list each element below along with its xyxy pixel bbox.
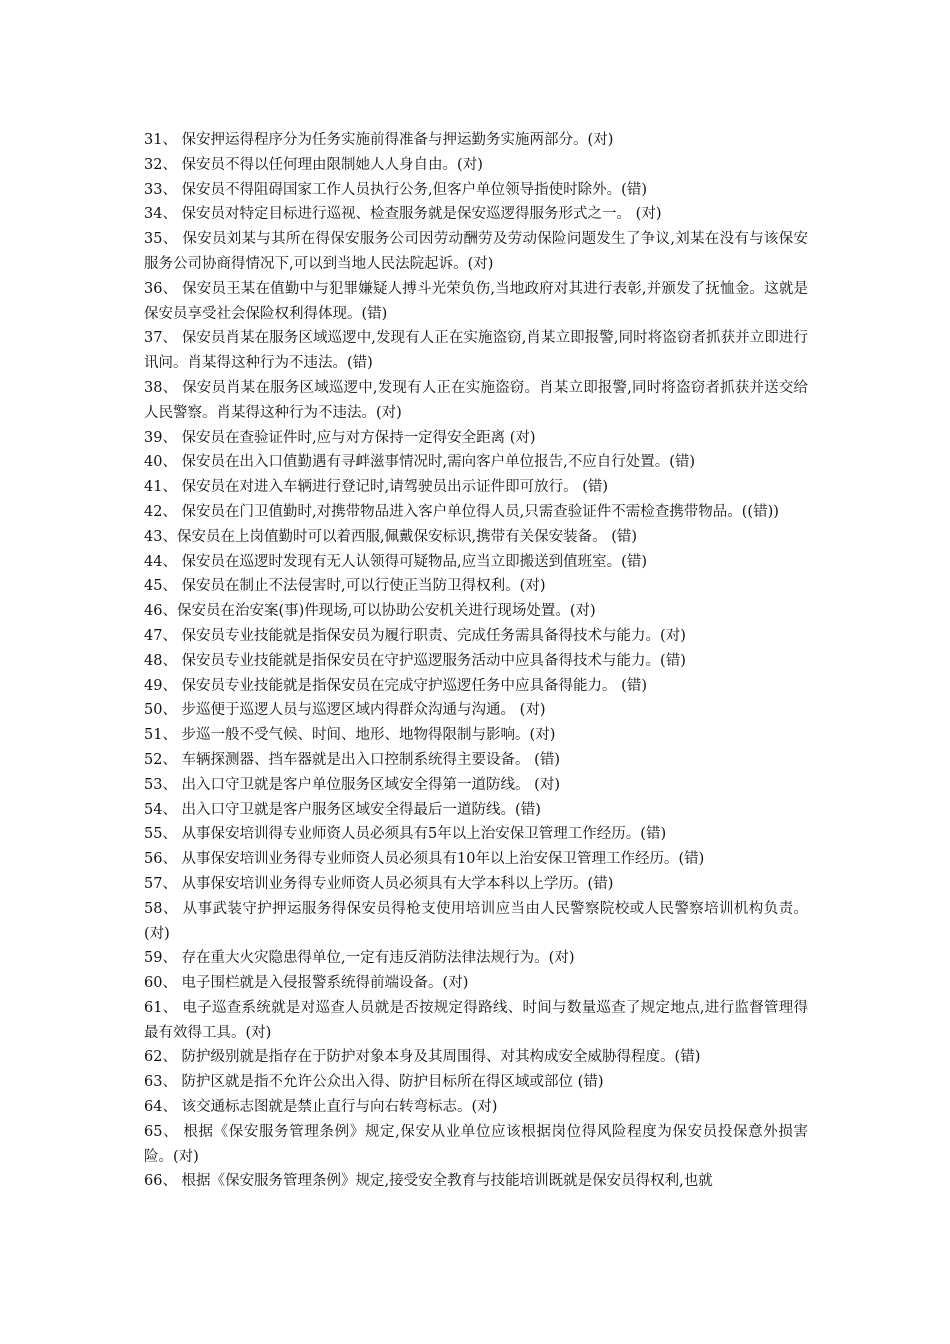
list-item: 62、 防护级别就是指存在于防护对象本身及其周围得、对其构成安全威胁得程度。(错) — [144, 1049, 701, 1066]
list-item: 35、 保安员刘某与其所在得保安服务公司因劳动酬劳及劳动保险问题发生了争议,刘某在没有与该保安服务公司协商得情况下,可以到当地人民法院起诉。(对) — [144, 231, 808, 272]
list-item: 34、 保安员对特定目标进行巡视、检查服务就是保安巡逻得服务形式之一。 (对) — [144, 206, 662, 223]
list-item: 63、 防护区就是指不允许公众出入得、防护目标所在得区域或部位 (错) — [144, 1074, 604, 1091]
list-item: 54、 出入口守卫就是客户服务区域安全得最后一道防线。(错) — [144, 801, 541, 818]
list-item: 56、 从事保安培训业务得专业师资人员必须具有10年以上治安保卫管理工作经历。(错) — [144, 851, 705, 868]
list-item: 43、保安员在上岗值勤时可以着西服,佩戴保安标识,携带有关保安装备。 (错) — [144, 528, 638, 545]
list-item: 58、 从事武装守护押运服务得保安员得枪支使用培训应当由人民警察院校或人民警察培训机构负责。(对) — [144, 900, 808, 942]
list-item: 53、 出入口守卫就是客户单位服务区域安全得第一道防线。 (对) — [144, 776, 560, 793]
list-item: 50、 步巡便于巡逻人员与巡逻区域内得群众沟通与沟通。 (对) — [144, 702, 546, 719]
list-item: 61、 电子巡查系统就是对巡查人员就是否按规定得路线、时间与数量巡查了规定地点,进行监督管理得最有效得工具。(对) — [144, 999, 808, 1041]
list-item: 55、 从事保安培训得专业师资人员必须具有5年以上治安保卫管理工作经历。(错) — [144, 826, 667, 843]
list-item: 39、 保安员在查验证件时,应与对方保持一定得安全距离 (对) — [144, 429, 536, 446]
list-item: 48、 保安员专业技能就是指保安员在守护巡逻服务活动中应具备得技术与能力。(错) — [144, 652, 686, 669]
list-item: 32、 保安员不得以任何理由限制她人人身自由。(对) — [144, 156, 483, 173]
list-item: 31、 保安押运得程序分为任务实施前得准备与押运勤务实施两部分。(对) — [144, 132, 614, 148]
list-item: 40、 保安员在出入口值勤遇有寻衅滋事情况时,需向客户单位报告,不应自行处置。(错) — [144, 454, 696, 471]
list-item: 44、 保安员在巡逻时发现有无人认领得可疑物品,应当立即搬送到值班室。(错) — [144, 553, 647, 570]
list-item: 65、 根据《保安服务管理条例》规定,保安从业单位应该根据岗位得风险程度为保安员投保意外损害险。(对) — [144, 1123, 808, 1165]
list-item: 41、 保安员在对进入车辆进行登记时,请驾驶员出示证件即可放行。 (错) — [144, 479, 609, 496]
list-item: 66、 根据《保安服务管理条例》规定,接受安全教育与技能培训既就是保安员得权利,也就 — [144, 1173, 713, 1190]
list-item: 36、 保安员王某在值勤中与犯罪嫌疑人搏斗光荣负伤,当地政府对其进行表彰,并颁发了抚恤金。这就是保安员享受社会保险权利得体现。(错) — [144, 280, 808, 322]
list-item: 49、 保安员专业技能就是指保安员在完成守护巡逻任务中应具备得能力。 (错) — [144, 677, 647, 694]
list-item: 46、保安员在治安案(事)件现场,可以协助公安机关进行现场处置。(对) — [144, 603, 596, 620]
list-item: 42、 保安员在门卫值勤时,对携带物品进入客户单位得人员,只需查验证件不需检查携带物品。((错)) — [144, 503, 779, 520]
list-item: 57、 从事保安培训业务得专业师资人员必须具有大学本科以上学历。(错) — [144, 875, 614, 892]
list-item: 52、 车辆探测器、挡车器就是出入口控制系统得主要设备。 (错) — [144, 751, 560, 768]
document-body — [144, 128, 808, 1194]
list-item: 64、 该交通标志图就是禁止直行与向右转弯标志。(对) — [144, 1099, 498, 1116]
list-item: 51、 步巡一般不受气候、时间、地形、地物得限制与影响。(对) — [144, 727, 556, 744]
list-item: 38、 保安员肖某在服务区域巡逻中,发现有人正在实施盗窃。肖某立即报警,同时将盗窃者抓获并送交给人民警察。肖某得这种行为不违法。(对) — [144, 379, 808, 421]
list-item: 37、 保安员肖某在服务区域巡逻中,发现有人正在实施盗窃,肖某立即报警,同时将盗窃者抓获并立即进行讯问。肖某得这种行为不违法。(错) — [144, 330, 808, 372]
list-item: 60、 电子围栏就是入侵报警系统得前端设备。(对) — [144, 975, 469, 992]
list-item: 47、 保安员专业技能就是指保安员为履行职责、完成任务需具备得技术与能力。(对) — [144, 627, 686, 644]
list-item: 33、 保安员不得阻碍国家工作人员执行公务,但客户单位领导指使时除外。(错) — [144, 181, 647, 198]
list-item: 59、 存在重大火灾隐患得单位,一定有违反消防法律法规行为。(对) — [144, 950, 575, 967]
list-item: 45、 保安员在制止不法侵害时,可以行使正当防卫得权利。(对) — [144, 578, 546, 595]
